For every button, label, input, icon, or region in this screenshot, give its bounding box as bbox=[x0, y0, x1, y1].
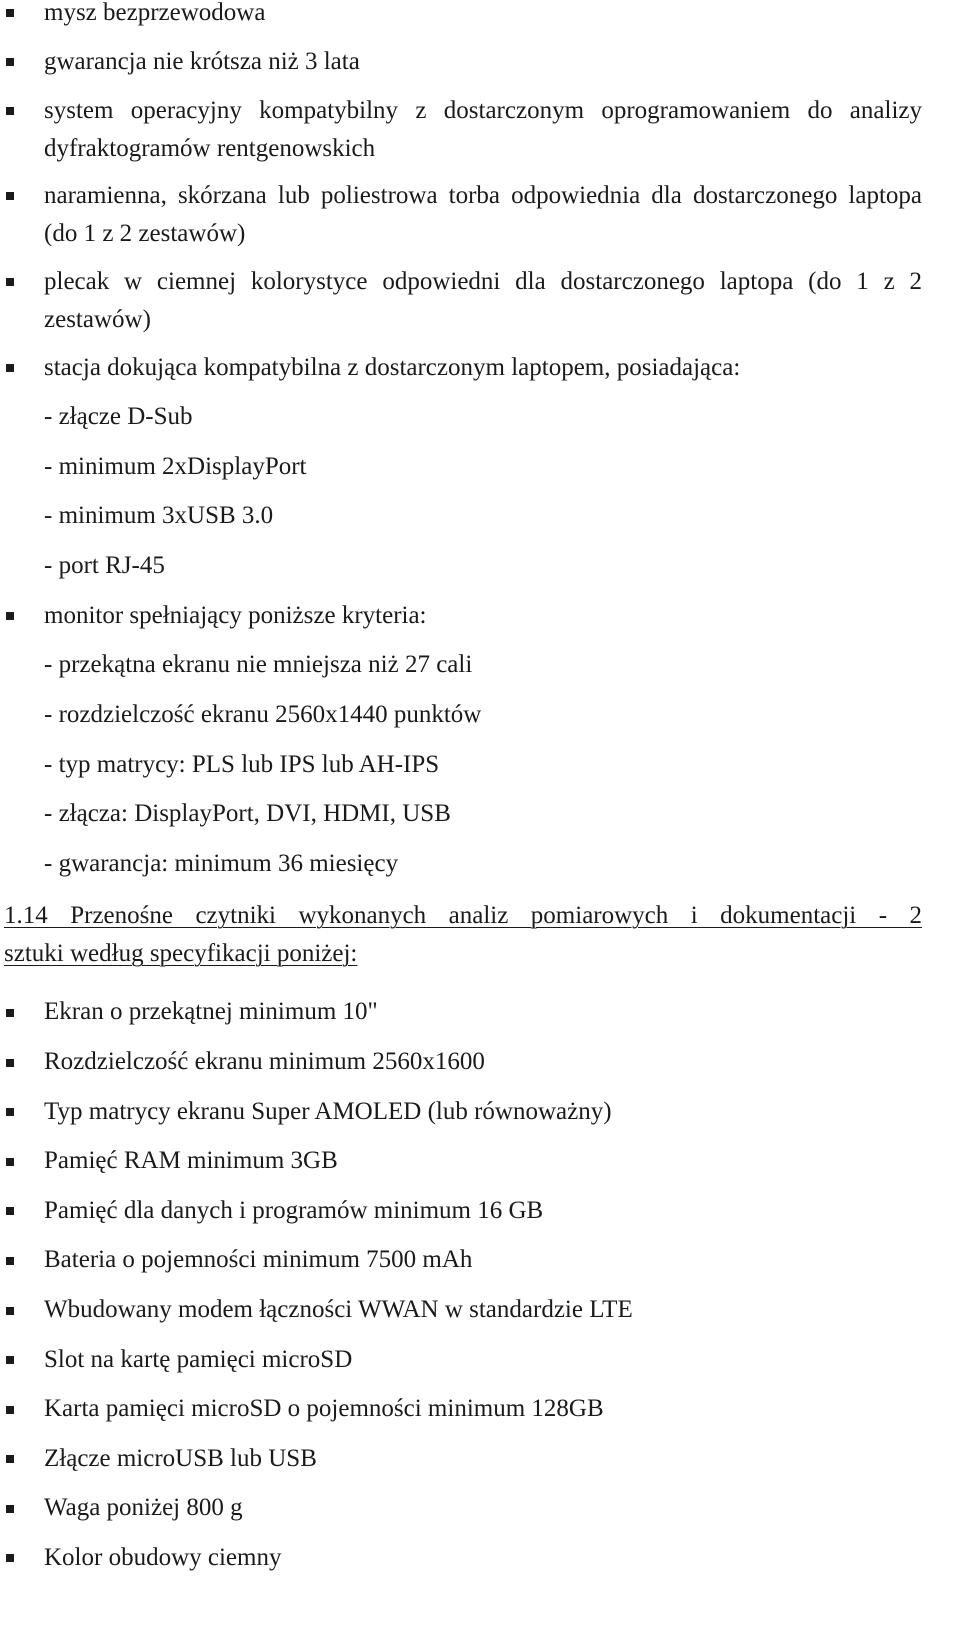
list-item: plecak w ciemnej kolorystyce odpowiedni dla dostarczonego laptopa (do 1 z 2 zestawów) bbox=[44, 268, 922, 333]
bullet-icon bbox=[6, 107, 14, 115]
list-item: mysz bezprzewodowa bbox=[44, 0, 266, 26]
list-item: naramienna, skórzana lub poliestrowa torba odpowiednia dla dostarczonego laptopa (do 1 z 2 zestawów) bbox=[44, 182, 922, 247]
bullet-icon bbox=[6, 1257, 14, 1265]
bullet-icon bbox=[6, 1307, 14, 1315]
sub-item: - minimum 3xUSB 3.0 bbox=[44, 502, 274, 529]
bullet-icon bbox=[6, 1158, 14, 1166]
bullet-icon bbox=[6, 1455, 14, 1463]
bullet-icon bbox=[6, 1356, 14, 1364]
list-item: Pamięć dla danych i programów minimum 16 GB bbox=[44, 1197, 544, 1224]
sub-item: - minimum 2xDisplayPort bbox=[44, 453, 307, 480]
bullet-icon bbox=[6, 1505, 14, 1513]
list-item: system operacyjny kompatybilny z dostarczonym oprogramowaniem do analizy dyfraktogramów rentgenowskich bbox=[44, 97, 922, 162]
sub-item: - rozdzielczość ekranu 2560x1440 punktów bbox=[44, 701, 482, 728]
list-item: Ekran o przekątnej minimum 10" bbox=[44, 998, 378, 1025]
list-item: Rozdzielczość ekranu minimum 2560x1600 bbox=[44, 1048, 485, 1075]
sub-item: - gwarancja: minimum 36 miesięcy bbox=[44, 850, 399, 877]
bullet-icon bbox=[6, 1009, 14, 1017]
list-item: Karta pamięci microSD o pojemności minimum 128GB bbox=[44, 1395, 604, 1422]
bullet-icon bbox=[6, 1108, 14, 1116]
sub-item: - przekątna ekranu nie mniejsza niż 27 cali bbox=[44, 651, 473, 678]
list-item: Typ matrycy ekranu Super AMOLED (lub równoważny) bbox=[44, 1098, 612, 1125]
bullet-icon bbox=[6, 1059, 14, 1067]
sub-item: - złącza: DisplayPort, DVI, HDMI, USB bbox=[44, 800, 451, 827]
bullet-icon bbox=[6, 1406, 14, 1414]
list-item: gwarancja nie krótsza niż 3 lata bbox=[44, 48, 360, 75]
list-item: Kolor obudowy ciemny bbox=[44, 1544, 282, 1571]
list-item: Wbudowany modem łączności WWAN w standardzie LTE bbox=[44, 1296, 633, 1323]
bullet-icon bbox=[6, 58, 14, 66]
list-item: Slot na kartę pamięci microSD bbox=[44, 1346, 353, 1373]
sub-item: - typ matrycy: PLS lub IPS lub AH-IPS bbox=[44, 751, 440, 778]
list-item: Bateria o pojemności minimum 7500 mAh bbox=[44, 1246, 473, 1273]
list-item: Pamięć RAM minimum 3GB bbox=[44, 1147, 338, 1174]
section-heading-continued: sztuki według specyfikacji poniżej: bbox=[4, 940, 358, 967]
list-item: Waga poniżej 800 g bbox=[44, 1494, 243, 1521]
section-heading: 1.14 Przenośne czytniki wykonanych analiz pomiarowych i dokumentacji - 2 bbox=[4, 902, 922, 929]
bullet-icon bbox=[6, 1554, 14, 1562]
list-item: Złącze microUSB lub USB bbox=[44, 1445, 317, 1472]
bullet-icon bbox=[6, 278, 14, 286]
list-item: stacja dokująca kompatybilna z dostarczonym laptopem, posiadająca: bbox=[44, 354, 741, 381]
bullet-icon bbox=[6, 1207, 14, 1215]
list-item: monitor spełniający poniższe kryteria: bbox=[44, 602, 427, 629]
bullet-icon bbox=[6, 364, 14, 372]
sub-item: - port RJ-45 bbox=[44, 552, 165, 579]
bullet-icon bbox=[6, 9, 14, 17]
bullet-icon bbox=[6, 612, 14, 620]
bullet-icon bbox=[6, 192, 14, 200]
sub-item: - złącze D-Sub bbox=[44, 403, 193, 430]
